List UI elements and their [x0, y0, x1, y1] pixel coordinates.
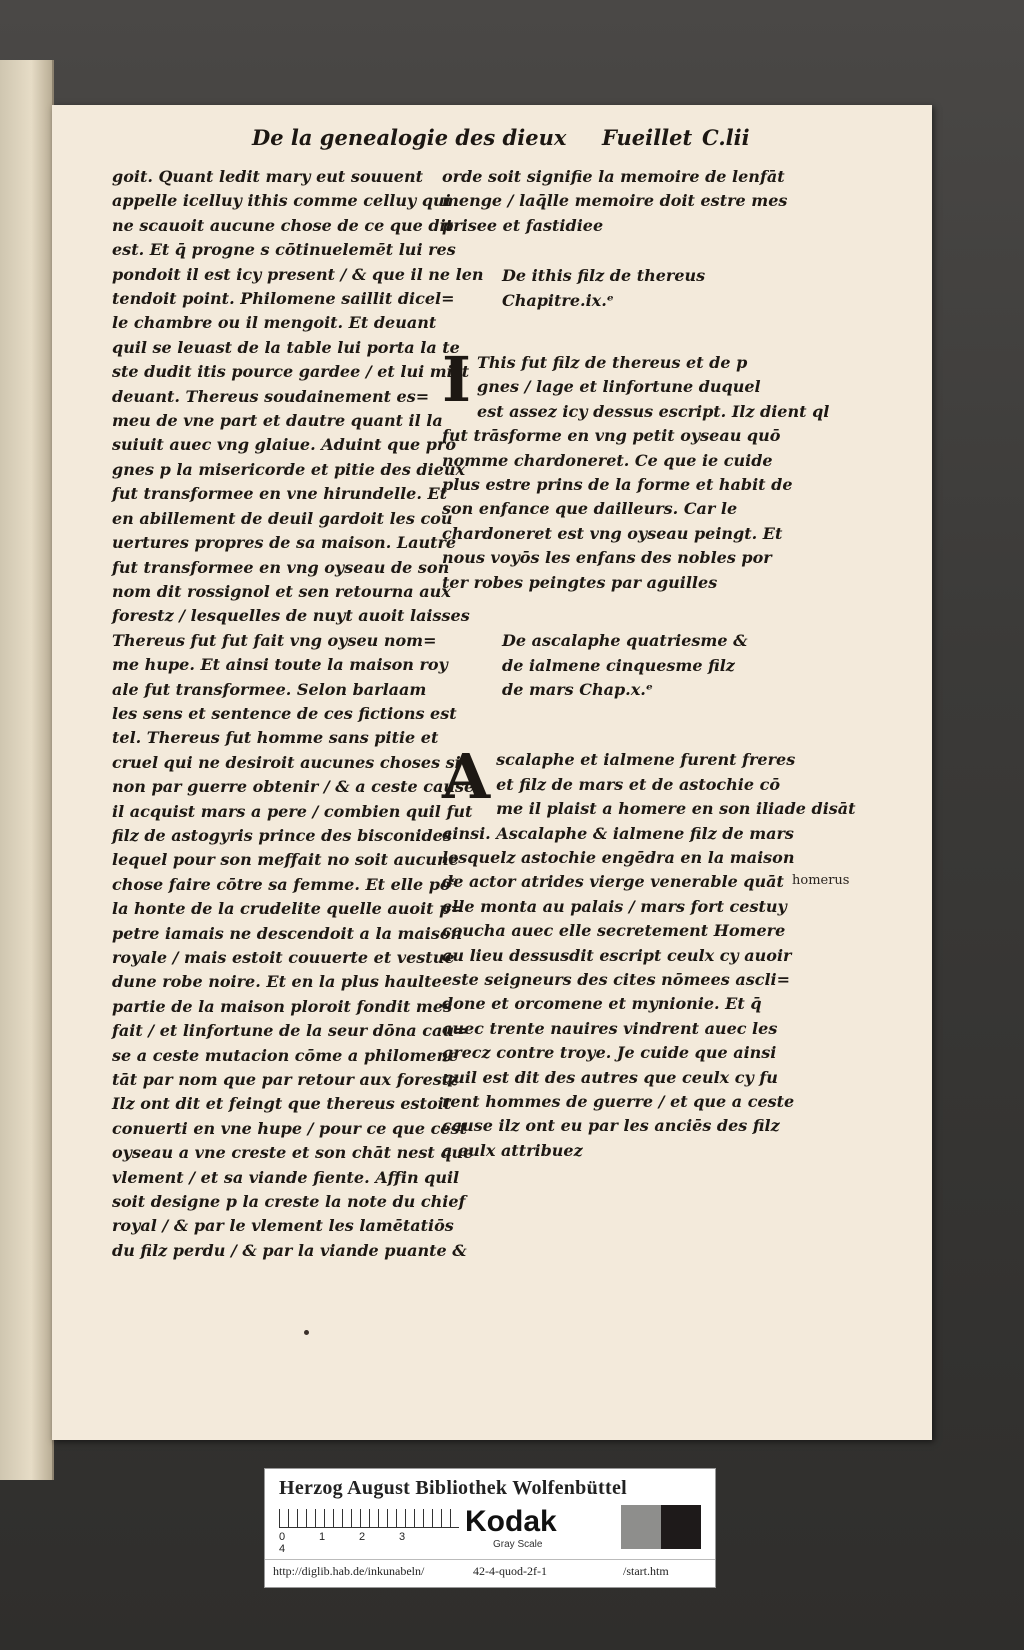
margin-note: homerus — [792, 873, 850, 888]
chapter-10-line-10: este seigneurs des cites nōmees ascli= — [442, 969, 790, 989]
chapter-10-line-16: cause ilz ont eu par les anciēs des filz — [442, 1116, 780, 1136]
chapter-9-heading-line-2: Chapitre.ix.ᵉ — [502, 290, 614, 310]
folio-number: C.lii — [702, 125, 750, 150]
chapter-9-body — [442, 343, 830, 595]
ruler-number: 4 — [279, 1543, 286, 1555]
running-head — [52, 125, 932, 155]
left-column-line-37: se a ceste mutacion cōme a philomene — [112, 1045, 459, 1065]
kodak-logo: Kodak — [465, 1505, 557, 1538]
chapter-9-line-6: plus estre prins de la forme et habit de — [442, 475, 793, 495]
left-column-line-26: non par guerre obtenir / & a ceste cause — [112, 777, 475, 797]
left-column-line-31: la honte de la crudelite quelle auoit p= — [112, 899, 464, 919]
chapter-10-line-4: ainsi. Ascalaphe & ialmene filz de mars — [442, 823, 794, 843]
left-column-line-38: tāt par nom que par retour aux forestz — [112, 1070, 459, 1090]
left-text-column — [112, 165, 482, 1263]
folio-label: Fueillet — [602, 125, 693, 150]
chapter-9-line-10: ter robes peingtes par aguilles — [442, 572, 718, 592]
left-column-line-22: ale fut transformee. Selon barlaam — [112, 679, 427, 699]
chapter-10-line-2: et filz de mars et de astochie cō — [496, 774, 780, 794]
left-column-line-8: quil se leuast de la table lui porta la te — [112, 337, 460, 357]
running-head-title: De la genealogie des dieux — [252, 125, 567, 150]
digital-library-url: http://diglib.hab.de/inkunabeln/ — [273, 1564, 425, 1578]
chapter-10-heading-line-2: de ialmene cinquesme filz — [502, 655, 735, 675]
continuation-text — [442, 165, 788, 238]
book-page — [52, 105, 932, 1440]
continuation-line-2: menge / laq̄lle memoire doit estre mes — [442, 191, 788, 211]
left-column-line-33: royale / mais estoit couuerte et vestue — [112, 948, 455, 967]
continuation-line-1: orde soit signifie la memoire de lenfāt — [442, 167, 785, 186]
left-column-line-20: Thereus fut fut fait vng oyseu nom= — [112, 630, 437, 650]
chapter-9-line-9: nous voyōs les enfans des nobles por — [442, 548, 772, 568]
left-column-line-25: cruel qui ne desiroit aucunes choses si — [112, 752, 461, 772]
chapter-10-initial: A — [442, 740, 491, 814]
left-column-line-3: ne scauoit aucune chose de ce que dit — [112, 215, 454, 235]
black-patch — [661, 1505, 701, 1549]
left-column-line-27: il acquist mars a pere / combien quil fut — [112, 801, 473, 821]
left-column-line-14: fut transformee en vne hirundelle. Et — [112, 484, 448, 504]
chapter-10-line-7: elle monta au palais / mars fort cestuy — [442, 896, 787, 916]
chapter-10-line-1: scalaphe et ialmene furent freres — [496, 750, 796, 770]
chapter-10-heading-line-1: De ascalaphe quatriesme & — [502, 631, 748, 651]
start-page: /start.htm — [623, 1564, 669, 1578]
library-label — [264, 1468, 716, 1588]
ruler-scale — [279, 1509, 459, 1528]
ruler-number: 3 — [399, 1531, 406, 1543]
left-column-line-18: nom dit rossignol et sen retourna aux — [112, 581, 451, 601]
left-column-line-1: goit. Quant ledit mary eut souuent — [112, 167, 423, 186]
continuation-line-3: prisee et fastidiee — [442, 215, 604, 235]
chapter-10-line-6: de actor atrides vierge venerable quāt — [442, 872, 784, 892]
left-column-line-11: meu de vne part et dautre quant il la — [112, 411, 443, 431]
left-column-line-21: me hupe. Et ainsi toute la maison roy — [112, 655, 448, 675]
chapter-10-line-17: a eulx attribuez — [442, 1140, 583, 1160]
left-column-line-13: gnes p la misericorde et pitie des dieux — [112, 459, 466, 479]
chapter-10-line-12: auec trente nauires vindrent auec les — [442, 1018, 778, 1038]
left-column-line-12: suiuit auec vng glaiue. Aduint que pro — [112, 435, 456, 455]
ruler-numbers — [279, 1531, 469, 1555]
ruler-number: 2 — [359, 1531, 366, 1543]
chapter-9-line-1: This fut filz de thereus et de p — [477, 353, 748, 373]
chapter-10-line-14: quil est dit des autres que ceulx cy fu — [442, 1067, 778, 1087]
chapter-10-heading-line-3: de mars Chap.x.ᵉ — [502, 679, 653, 699]
left-column-line-40: conuerti en vne hupe / pour ce que cest — [112, 1118, 467, 1138]
url-row — [265, 1559, 715, 1582]
left-column-line-10: deuant. Thereus soudainement es= — [112, 386, 430, 406]
left-column-line-15: en abillement de deuil gardoit les cou — [112, 508, 453, 528]
chapter-10-line-9: au lieu dessusdit escript ceulx cy auoir — [442, 945, 792, 965]
chapter-10-line-13: grecz contre troye. Je cuide que ainsi — [442, 1043, 777, 1063]
left-column-line-17: fut transformee en vng oyseau de son — [112, 557, 450, 577]
left-column-line-34: dune robe noire. Et en la plus haulte — [112, 972, 442, 992]
chapter-9-line-3: est assez icy dessus escript. Ilz dient ql — [477, 401, 830, 421]
left-column-line-23: les sens et sentence de ces fictions est — [112, 703, 457, 723]
ink-spot — [304, 1330, 309, 1335]
chapter-9-initial: I — [442, 343, 472, 417]
left-column-line-4: est. Et q̄ progne s cōtinuelemēt lui res — [112, 240, 456, 260]
library-name: Herzog August Bibliothek Wolfenbüttel — [279, 1477, 627, 1499]
chapter-9-line-8: chardoneret est vng oyseau peingt. Et — [442, 523, 783, 543]
left-column-line-16: uertures propres de sa maison. Lautre — [112, 533, 457, 553]
left-column-line-9: ste dudit itis pource gardee / et lui mist — [112, 362, 470, 382]
gray-patch — [621, 1505, 661, 1549]
chapter-9-line-2: gnes / lage et linfortune duquel — [477, 377, 761, 397]
chapter-9-heading — [442, 264, 782, 313]
left-column-line-6: tendoit point. Philomene saillit dicel= — [112, 289, 455, 309]
left-column-line-7: le chambre ou il mengoit. Et deuant — [112, 313, 437, 333]
left-column-line-43: soit designe p la creste la note du chief — [112, 1192, 466, 1212]
ruler-number: 0 — [279, 1531, 286, 1543]
left-column-line-39: Ilz ont dit et feingt que thereus estoit — [112, 1094, 452, 1114]
chapter-10-line-8: coucha auec elle secretement Homere — [442, 921, 786, 941]
ruler-number: 1 — [319, 1531, 326, 1543]
left-column-line-42: vlement / et sa viande fiente. Affin quil — [112, 1167, 460, 1187]
shelfmark: 42-4-quod-2f-1 — [473, 1564, 547, 1578]
left-column-line-35: partie de la maison ploroit fondit mes — [112, 996, 453, 1016]
left-column-line-2: appelle icelluy ithis comme celluy qui — [112, 191, 451, 211]
left-column-line-32: petre iamais ne descendoit a la maison — [112, 923, 463, 943]
left-column-line-30: chose faire cōtre sa femme. Et elle po⁹ — [112, 874, 458, 894]
left-column-line-24: tel. Thereus fut homme sans pitie et — [112, 728, 439, 748]
facing-page-edge — [0, 60, 54, 1480]
left-column-line-29: lequel pour son meffait no soit aucune — [112, 850, 459, 870]
chapter-10-line-15: rent hommes de guerre / et que a ceste — [442, 1092, 795, 1111]
chapter-9-line-7: son enfance que dailleurs. Car le — [442, 499, 738, 519]
chapter-9-line-4: fut trāsforme en vng petit oyseau quō — [442, 426, 781, 446]
left-column-line-45: du filz perdu / & par la viande puante & — [112, 1240, 467, 1260]
chapter-10-line-11: done et orcomene et mynionie. Et q̄ — [442, 994, 762, 1014]
grayscale-caption: Gray Scale — [493, 1539, 543, 1550]
chapter-9-line-5: nomme chardoneret. Ce que ie cuide — [442, 450, 773, 470]
left-column-line-41: oyseau a vne creste et son chāt nest que — [112, 1143, 474, 1163]
chapter-10-line-3: me il plaist a homere en son iliade disāt — [496, 799, 856, 819]
chapter-10-line-5: lesquelz astochie engēdra en la maison — [442, 847, 795, 867]
left-column-line-19: forestz / lesquelles de nuyt auoit laisses — [112, 606, 470, 626]
left-column-line-28: filz de astogyris prince des bisconides — [112, 825, 452, 845]
left-column-line-36: fait / et linfortune de la seur dōna cau= — [112, 1021, 468, 1041]
left-column-line-5: pondoit il est icy present / & que il ne len — [112, 264, 484, 284]
chapter-10-heading — [442, 629, 782, 702]
chapter-9-heading-line-1: De ithis filz de thereus — [502, 266, 706, 286]
left-column-line-44: royal / & par le vlement les lamētatiōs — [112, 1216, 454, 1236]
